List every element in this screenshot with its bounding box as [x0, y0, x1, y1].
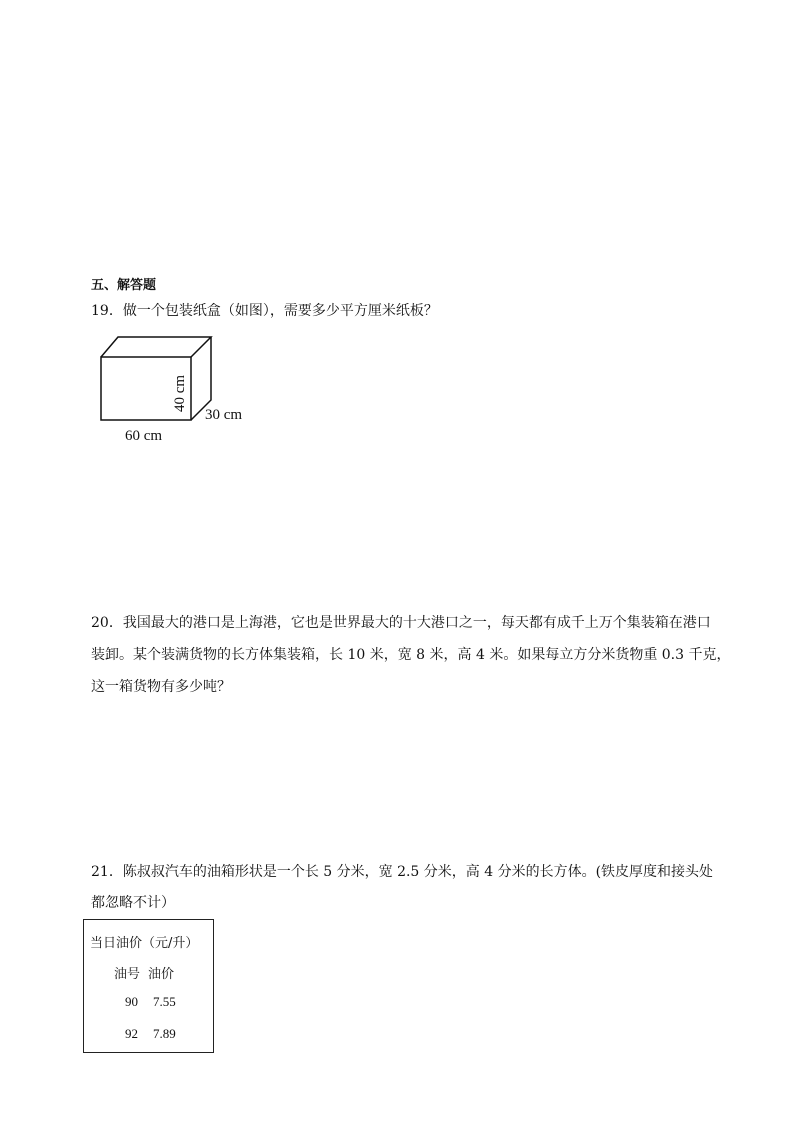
height-label: 40 cm [172, 374, 188, 412]
header-grade: 油号 [114, 967, 141, 982]
question-20-line-2: 装卸。某个装满货物的长方体集装箱，长 10 米，宽 8 米，高 4 米。如果每立方分米货物重 0.3 千克， [91, 647, 731, 663]
width-label: 30 cm [205, 407, 243, 423]
row-price: 7.89 [153, 1026, 176, 1041]
question-19-text: 19．做一个包装纸盒（如图），需要多少平方厘米纸板？ [91, 303, 438, 319]
oil-price-table [83, 919, 214, 1053]
oil-price-table-header [114, 963, 174, 982]
question-20-line-3: 这一箱货物有多少吨？ [91, 679, 231, 695]
length-label: 60 cm [125, 428, 163, 444]
question-20-line-1: 20．我国最大的港口是上海港，它也是世界最大的十大港口之一，每天都有成千上万个集装箱在港口 [91, 615, 711, 631]
cuboid-top-face [101, 337, 211, 357]
oil-price-table-title: 当日油价（元/升） [90, 936, 199, 951]
row-grade: 90 [125, 994, 138, 1009]
row-grade: 92 [125, 1026, 138, 1041]
section-title: 五、解答题 [91, 278, 157, 293]
table-row [125, 994, 176, 1010]
table-row [125, 1026, 176, 1042]
question-21-line-1: 21．陈叔叔汽车的油箱形状是一个长 5 分米，宽 2.5 分米，高 4 分米的长方体。(铁皮厚度和接头处 [91, 864, 714, 880]
header-price: 油价 [148, 967, 175, 982]
cuboid-figure [95, 330, 265, 448]
row-price: 7.55 [153, 994, 176, 1009]
question-21-line-2: 都忽略不计） [91, 895, 175, 911]
box-diagram [95, 330, 265, 448]
